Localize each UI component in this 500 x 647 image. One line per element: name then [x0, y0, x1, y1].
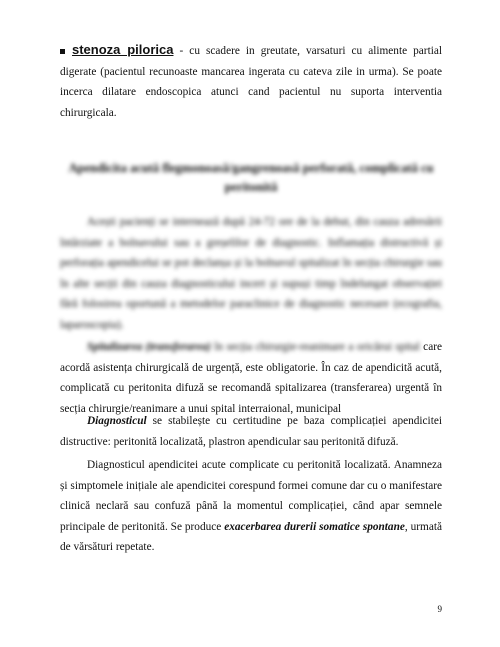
paragraph-lead-blurred: Spitalizarea (transferarea) în secția chirurgie-reanimare a oricărui spital [87, 341, 420, 353]
paragraph-peritonita-text-a: Diagnosticul apendicitei acute complicate cu peritonită localizată. Anamneza și simptomele inițiale ale apendicitei corespund formei comune dar cu o manifestare clinică neclară sau confuză până la momentul complicației, când apar semnele principale de peritonită. Se produce [60, 459, 442, 533]
paragraph-peritonita [60, 455, 442, 558]
term-stenoza-pilorica: stenoza pilorica [72, 42, 174, 57]
paragraph-diagnosticul-text: se stabilește cu certitudine pe baza complicației apendicitei distructive: peritonită localizată, plastron apendicular sau peritonită difuză. [60, 415, 442, 448]
paragraph-peritonita-text-b: , urmată de vărsături repetate. [60, 520, 442, 553]
paragraph-diagnosticul [60, 411, 442, 452]
paragraph-spitalizarea [60, 337, 442, 419]
page-number: 9 [437, 604, 442, 614]
bullet-marker [60, 49, 65, 54]
emphasis-exacerbarea: exacerbarea durerii somatice spontane [224, 520, 405, 533]
section-heading: Apendicita acută flegmonoasă/gangrenoasă perforată, complicată cu peritonită [68, 161, 434, 194]
blurred-paragraph: Acești pacienți se internează după 24-72 ore de la debut, din cauza adresării întârziate a bolnavului sau a greșelilor de diagnostic. Inflamația distructivă și perforația apendicelui se pot declanșa și la bolnavul spitalizat în secția chirurgie sau în alte secții din cauza diagnosticului incert și supuși timp îndelungat observației fără folosirea oportună a metodelor paraclinice de diagnostic necesare (ecografia, laparoscopia). [60, 216, 442, 331]
bullet-paragraph [60, 40, 442, 123]
term-diagnosticul: Diagnosticul [87, 415, 147, 427]
paragraph-spitalizarea-text: care acordă asistența chirurgicală de urgență, este obligatorie. În caz de apendicită acută, complicată cu peritonita difuză se recomandă spitalizarea (transferarea) urgentă în secția chirurgie/reanimare a unui spital interraional, municipal [60, 341, 442, 415]
bullet-text: - cu scadere in greutate, varsaturi cu alimente partial digerate (pacientul recunoaste mancarea ingerata cu cateva zile in urma). Se poate incerca dilatare endoscopica atunci cand pacientul nu suporta interventia chirurgicala. [60, 45, 442, 119]
